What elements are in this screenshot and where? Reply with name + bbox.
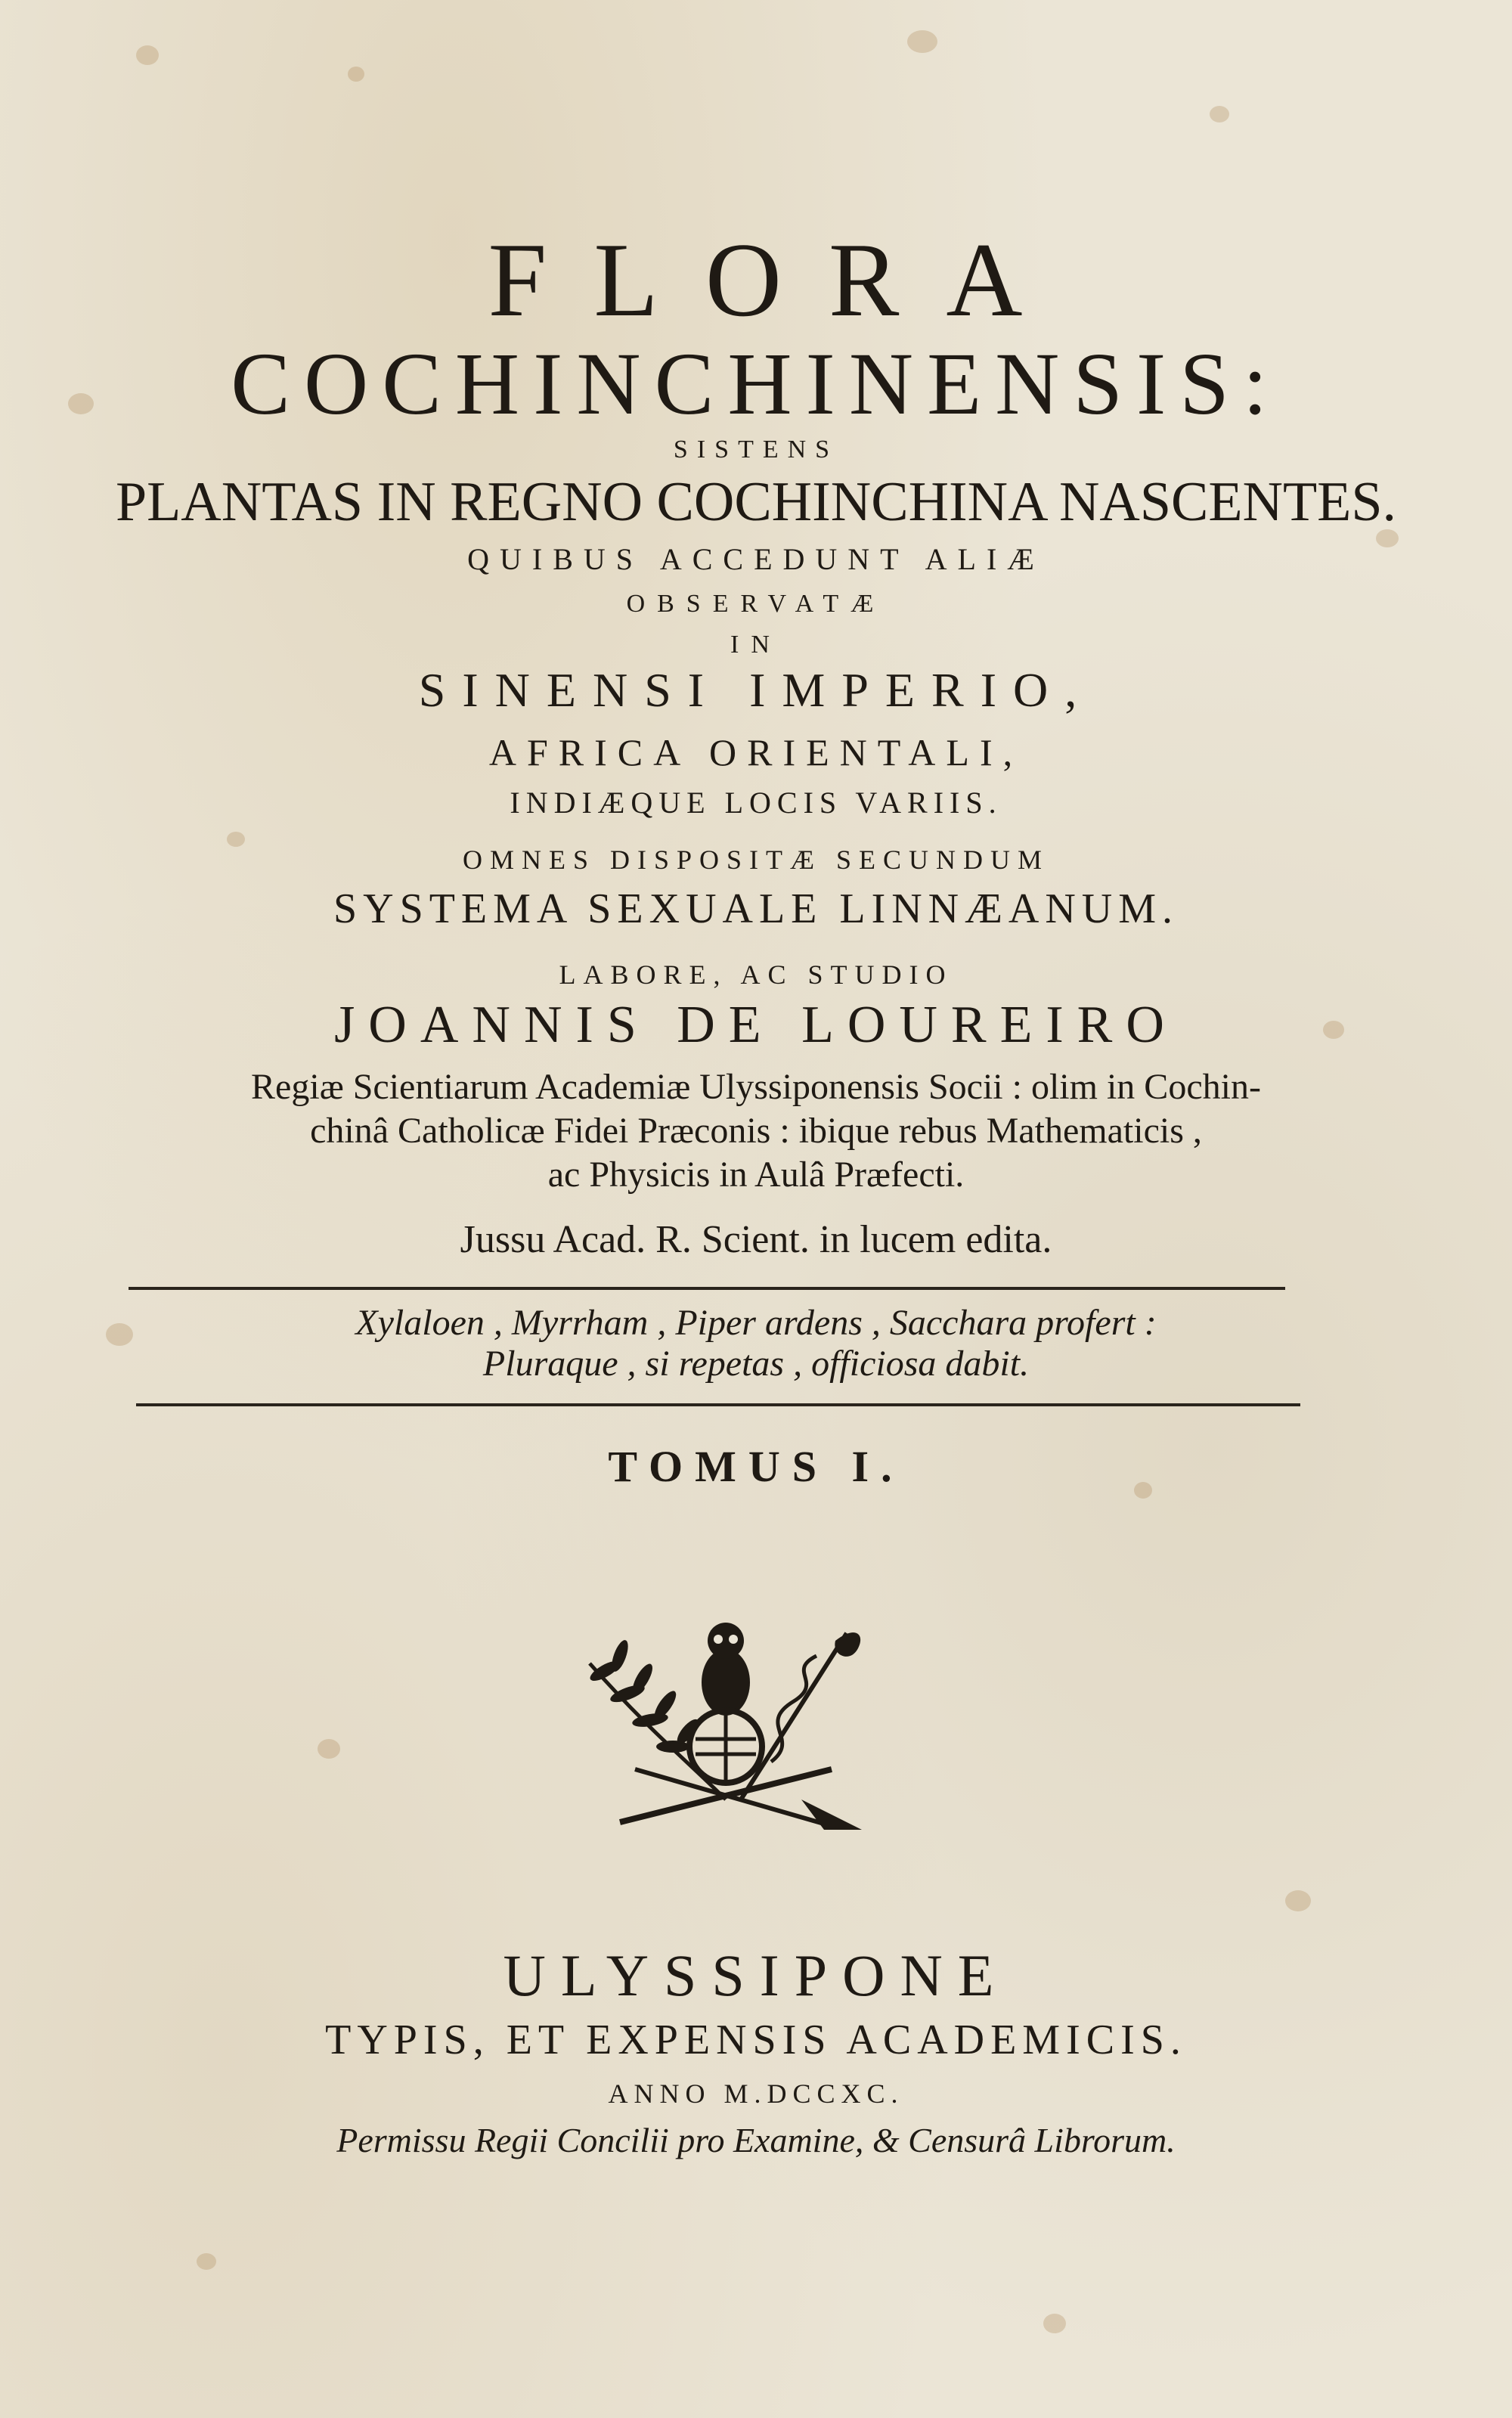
omnes-line: OMNES DISPOSITÆ SECUNDUM bbox=[462, 845, 1050, 875]
divider-rule-bottom bbox=[136, 1403, 1300, 1406]
divider-rule-top bbox=[129, 1287, 1285, 1290]
foxing-spot bbox=[907, 30, 937, 53]
sistens-line: SISTENS bbox=[673, 436, 839, 463]
jussu-line: Jussu Acad. R. Scient. in lucem edita. bbox=[460, 1218, 1052, 1261]
plantas-line: PLANTAS IN REGNO COCHINCHINA NASCENTES. bbox=[115, 471, 1397, 533]
foxing-spot bbox=[318, 1739, 340, 1759]
foxing-spot bbox=[136, 45, 159, 65]
indiaeque-line: INDIÆQUE LOCIS VARIIS. bbox=[510, 786, 1002, 820]
city-line: ULYSSIPONE bbox=[503, 1942, 1009, 2008]
permissu-line: Permissu Regii Concilii pro Examine, & Censurâ Librorum. bbox=[336, 2121, 1176, 2159]
title-flora: FLORA bbox=[488, 222, 1070, 339]
systema-line: SYSTEMA SEXUALE LINNÆANUM. bbox=[333, 885, 1179, 932]
foxing-spot bbox=[348, 67, 364, 82]
anno-line: ANNO M.DCCXC. bbox=[608, 2079, 904, 2109]
sinensi-line: SINENSI IMPERIO, bbox=[418, 663, 1094, 717]
foxing-spot bbox=[197, 2253, 216, 2270]
affiliation-line-1: Regiæ Scientiarum Academiæ Ulyssiponensis Socii : olim in Cochin- bbox=[251, 1067, 1261, 1107]
labore-line: LABORE, AC STUDIO bbox=[559, 959, 953, 990]
quibus-line: QUIBUS ACCEDUNT ALIÆ bbox=[467, 542, 1045, 576]
author-name: JOANNIS DE LOUREIRO bbox=[334, 996, 1178, 1054]
affiliation-line-3: ac Physicis in Aulâ Præfecti. bbox=[547, 1155, 965, 1195]
affiliation-line-2: chinâ Catholicæ Fidei Præconis : ibique rebus Mathematicis , bbox=[310, 1111, 1202, 1151]
emblem-owl-caduceus-icon bbox=[575, 1610, 877, 1837]
africa-line: AFRICA ORIENTALI, bbox=[488, 731, 1024, 773]
typis-line: TYPIS, ET EXPENSIS ACADEMICIS. bbox=[325, 2017, 1187, 2063]
motto-line-1: Xylaloen , Myrrham , Piper ardens , Sacchara profert : bbox=[355, 1303, 1157, 1343]
foxing-spot bbox=[1285, 1890, 1311, 1911]
in-line: IN bbox=[730, 631, 782, 659]
title-cochinchinensis: COCHINCHINENSIS: bbox=[231, 334, 1281, 433]
foxing-spot bbox=[1043, 2314, 1066, 2333]
foxing-spot bbox=[1210, 106, 1229, 122]
observatae-line: OBSERVATÆ bbox=[626, 590, 886, 618]
motto-line-2: Pluraque , si repetas , officiosa dabit. bbox=[482, 1344, 1030, 1384]
tomus-line: TOMUS I. bbox=[608, 1442, 904, 1491]
